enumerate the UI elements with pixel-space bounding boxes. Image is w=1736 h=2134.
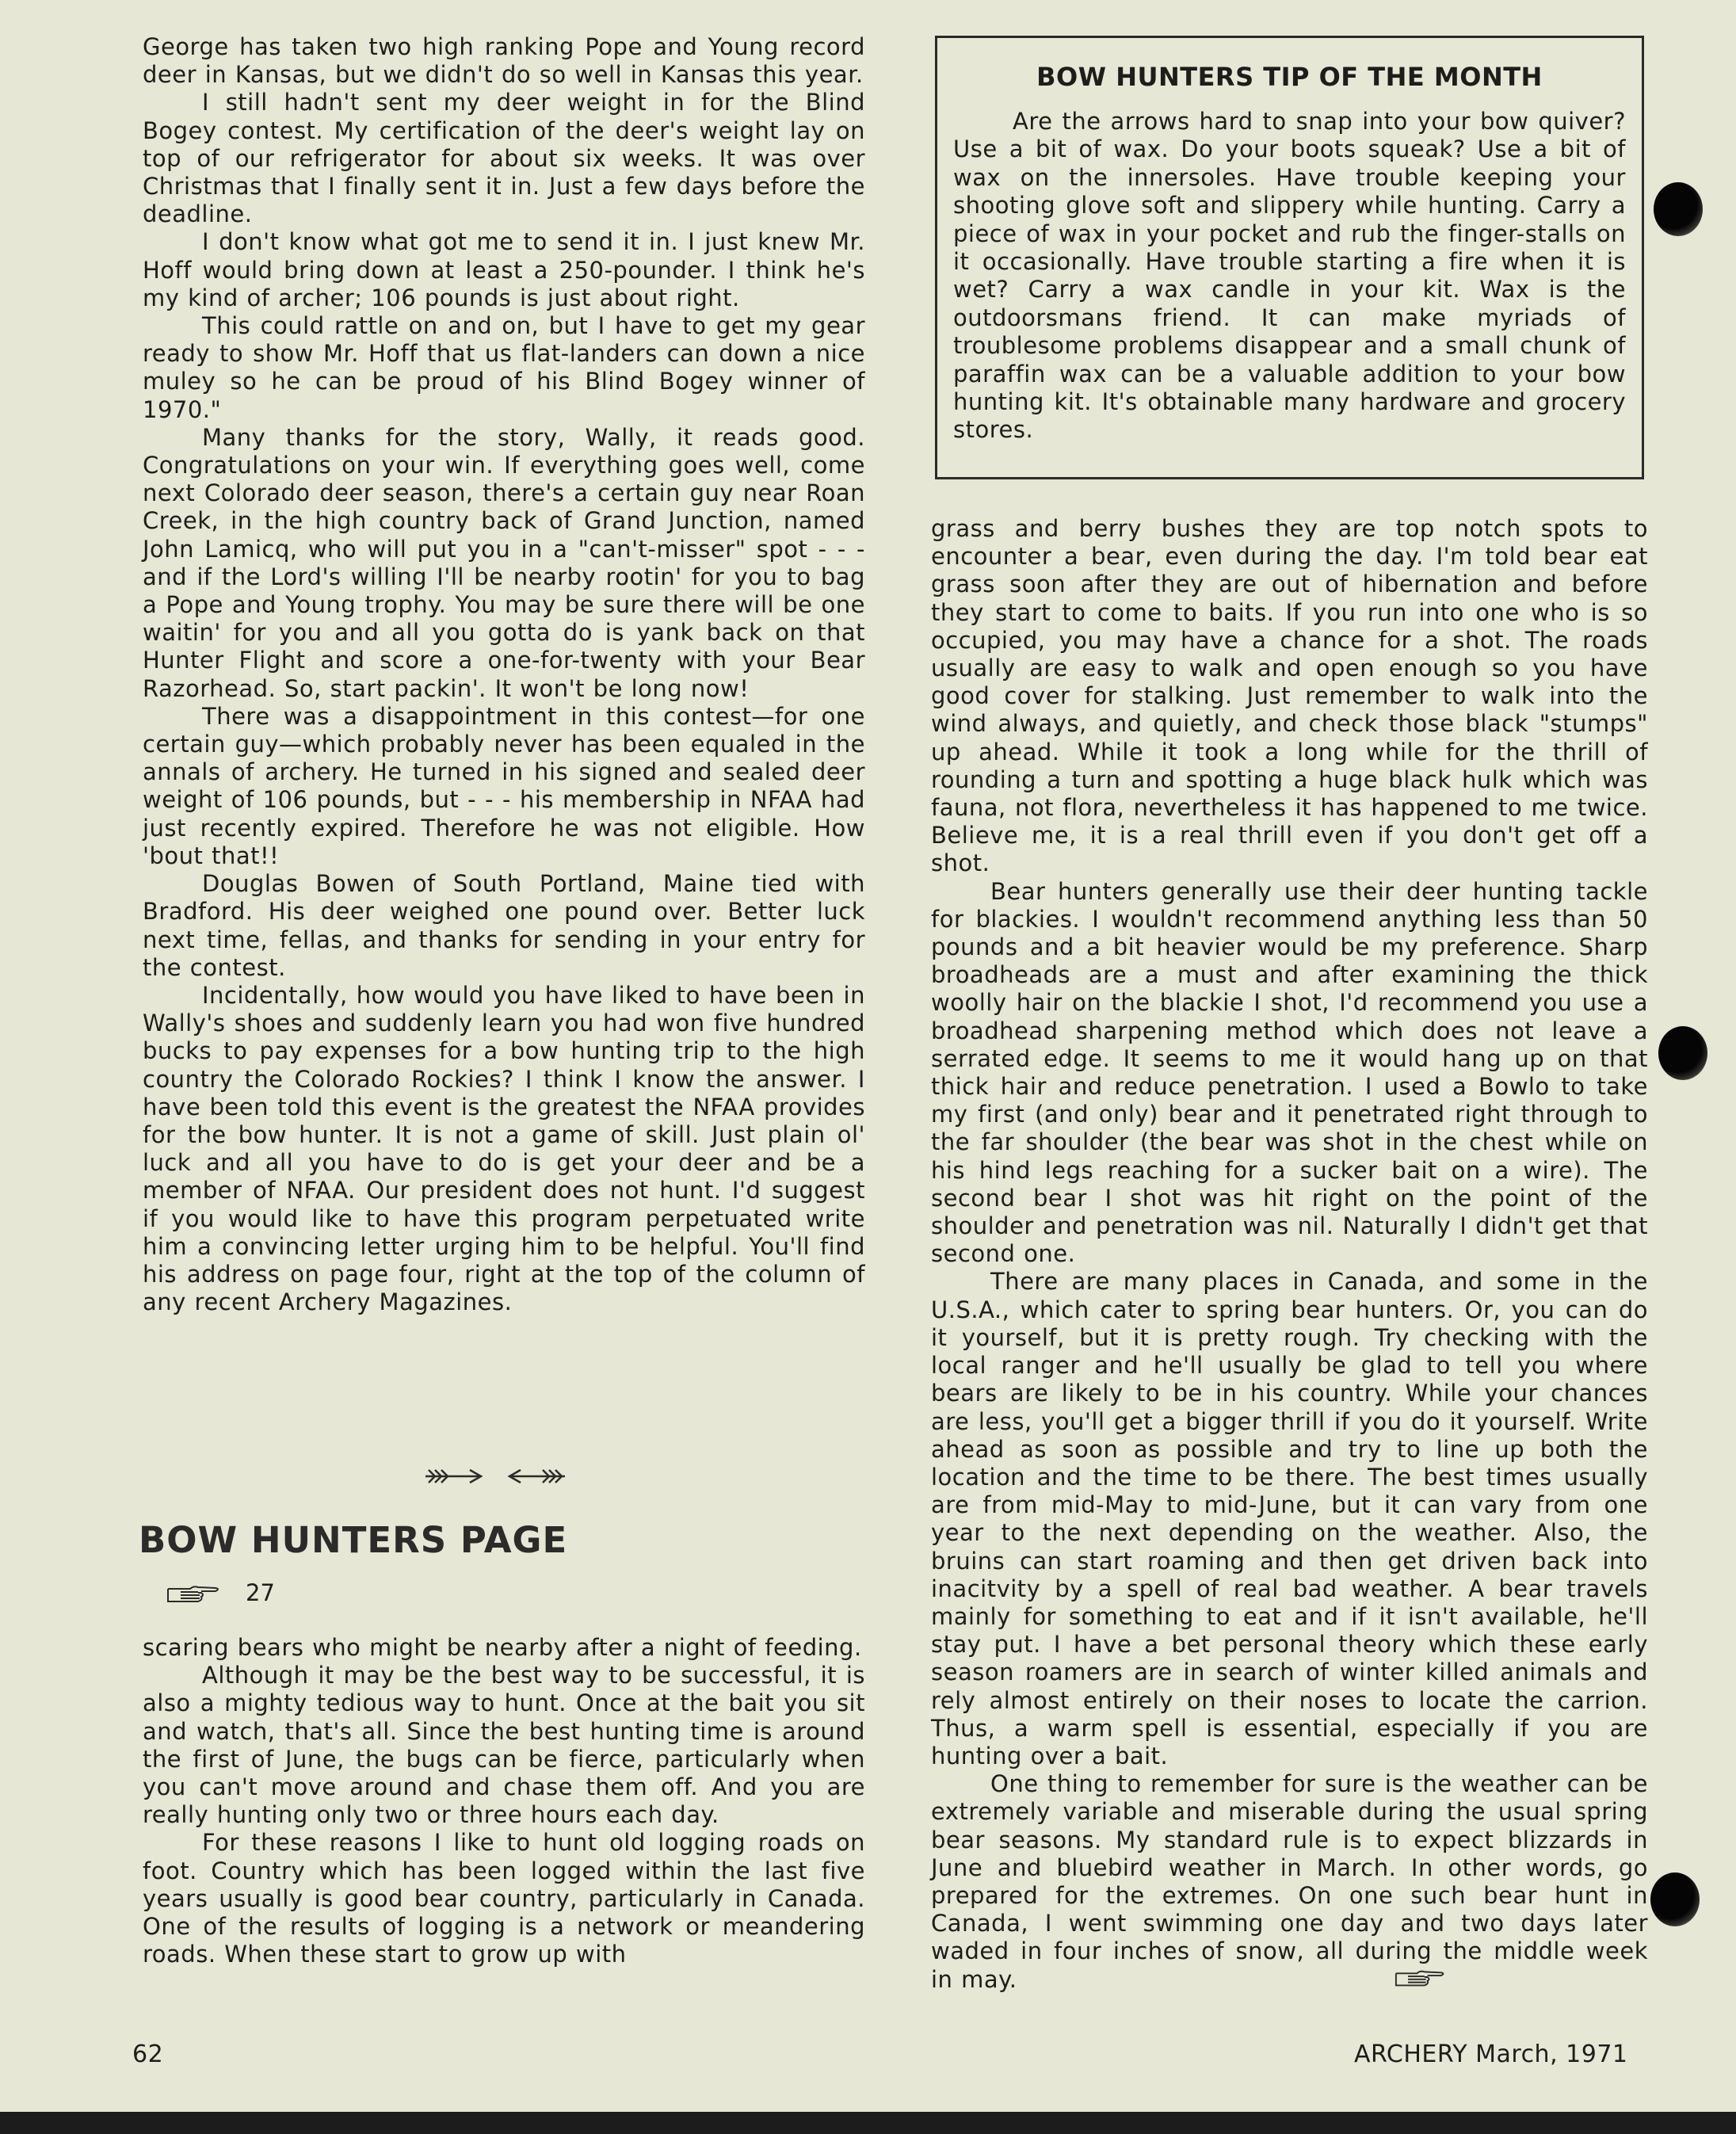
paragraph: Although it may be the best way to be successful, it is also a mighty tedious way to hunt. Once at the bait you sit and watch, that's all. Since the best hunting time is around the first of June, the bugs can be fierce, particularly when you can't move around and chase them off. And you are really hunting only two or three hours each day.	[143, 1662, 865, 1829]
continued-page-number: 27	[246, 1579, 275, 1606]
publication-line: ARCHERY March, 1971	[1354, 2040, 1628, 2068]
continued-from-line	[166, 1579, 275, 1606]
paragraph: For these reasons I like to hunt old logging roads on foot. Country which has been logged within the last five years usually is good bear country, particularly in Canada. One of the results of logging is a network or meandering roads. When these start to grow up with	[143, 1829, 865, 1968]
right-column	[931, 515, 1648, 1994]
pointing-hand-icon	[166, 1581, 225, 1605]
paragraph: This could rattle on and on, but I have to get my gear ready to show Mr. Hoff that us flat-landers can down a nice muley so he can be proud of his Blind Bogey winner of 1970."	[143, 312, 865, 423]
binder-hole-icon	[1654, 182, 1703, 236]
paragraph: One thing to remember for sure is the weather can be extremely variable and miserable during the usual spring bear seasons. My standard rule is to expect blizzards in June and bluebird weather in March. In other words, go prepared for the extremes. On one such bear hunt in Canada, I went swimming one day and two days later waded in four inches of snow, all during the middle week in may.	[931, 1770, 1648, 1993]
section-title: BOW HUNTERS PAGE	[139, 1519, 568, 1561]
pointing-hand-icon	[1395, 1965, 1450, 1989]
paragraph: Incidentally, how would you have liked to have been in Wally's shoes and suddenly learn you had won five hundred bucks to pay expenses for a bow hunting trip to the high country the Colorado Rockies? I think I know the answer. I have been told this event is the greatest the NFAA provides for the bow hunter. It is not a game of skill. Just plain ol' luck and all you have to do is get your deer and be a member of NFAA. Our president does not hunt. I'd suggest if you would like to have this program perpetuated write him a convincing letter urging him to be helpful. You'll find his address on page four, right at the top of the column of any recent Archery Magazines.	[143, 981, 865, 1316]
paragraph: I still hadn't sent my deer weight in for the Blind Bogey contest. My certification of the deer's weight lay on top of our refrigerator for about six weeks. It was over Christmas that I finally sent it in. Just a few days before the deadline.	[143, 89, 865, 228]
paragraph: grass and berry bushes they are top notch spots to encounter a bear, even during the day. I'm told bear eat grass soon after they are out of hibernation and before they start to come to baits. If you run into one who is so occupied, you may have a chance for a shot. The roads usually are easy to walk and open enough so you have good cover for stalking. Just remember to walk into the wind always, and quietly, and check those black "stumps" up ahead. While it took a long while for the thrill of rounding a turn and spotting a huge black hulk which was fauna, not flora, nevertheless it has happened to me twice. Believe me, it is a real thrill even if you don't get off a shot.	[931, 515, 1648, 877]
binder-hole-icon	[1650, 1872, 1700, 1926]
binder-hole-icon	[1658, 1026, 1707, 1080]
left-column-continued	[143, 1634, 865, 1968]
paragraph: Bear hunters generally use their deer hunting tackle for blackies. I wouldn't recommend anything less than 50 pounds and a bit heavier would be my preference. Sharp broadheads are a must and after examining the thick woolly hair on the blackie I shot, I'd recommend you use a broadhead sharpening method which does not leave a serrated edge. It seems to me it would hang up on that thick hair and reduce penetration. I used a Bowlo to take my first (and only) bear and it penetrated right through to the far shoulder (the bear was shot in the chest while on his hind legs reaching for a sucker bait on a wire). The second bear I shot was hit right on the point of the shoulder and penetration was nil. Naturally I didn't get that second one.	[931, 877, 1648, 1268]
paragraph: There was a disappointment in this contest—for one certain guy—which probably never has been equaled in the annals of archery. He turned in his signed and sealed deer weight of 106 pounds, but - - - his membership in NFAA had just recently expired. Therefore he was not eligible. How 'bout that!!	[143, 702, 865, 869]
paragraph: George has taken two high ranking Pope and Young record deer in Kansas, but we didn't do so well in Kansas this year.	[143, 33, 865, 89]
scan-edge	[0, 2112, 1736, 2134]
left-column	[143, 33, 865, 1316]
page-number: 62	[132, 2040, 164, 2068]
paragraph: scaring bears who might be nearby after a night of feeding.	[143, 1634, 862, 1661]
tip-box	[935, 36, 1644, 479]
arrow-divider-icon	[424, 1460, 567, 1492]
paragraph: Many thanks for the story, Wally, it reads good. Congratulations on your win. If everything goes well, come next Colorado deer season, there's a certain guy near Roan Creek, in the high country back of Grand Junction, named John Lamicq, who will put you in a "can't-misser" spot - - - and if the Lord's willing I'll be nearby rootin' for you to bag a Pope and Young trophy. You may be sure there will be one waitin' for you and all you gotta do is yank back on that Hunter Flight and score a one-for-twenty with your Bear Razorhead. So, start packin'. It won't be long now!	[143, 423, 865, 702]
paragraph: Douglas Bowen of South Portland, Maine tied with Bradford. His deer weighed one pound over. Better luck next time, fellas, and thanks for sending in your entry for the contest.	[143, 870, 865, 981]
tip-box-body: Are the arrows hard to snap into your bow quiver? Use a bit of wax. Do your boots squeak? Use a bit of wax on the innersoles. Have trouble keeping your shooting glove soft and slippery while hunting. Carry a piece of wax in your pocket and rub the finger-stalls on it occasionally. Have trouble starting a fire when it is wet? Carry a wax candle in your kit. Wax is the outdoorsmans friend. It can make myriads of troublesome problems disappear and a small chunk of paraffin wax can be a valuable addition to your bow hunting kit. It's obtainable many hardware and grocery stores.	[953, 108, 1626, 444]
tip-box-title: BOW HUNTERS TIP OF THE MONTH	[1036, 62, 1543, 92]
paragraph: I don't know what got me to send it in. I just knew Mr. Hoff would bring down at least a 250-pounder. I think he's my kind of archer; 106 pounds is just about right.	[143, 228, 865, 311]
paragraph: There are many places in Canada, and some in the U.S.A., which cater to spring bear hunters. Or, you can do it yourself, but it is pretty rough. Try checking with the local ranger and he'll usually be glad to tell you where bears are likely to be in his country. While your chances are less, you'll get a bigger thrill if you do it yourself. Write ahead as soon as possible and try to line up both the location and the time to be there. The best times usually are from mid-May to mid-June, but it can vary from one year to the next depending on the weather. Also, the bruins can start roaming and then get driven back into inacitvity by a spell of real bad weather. A bear travels mainly for something to eat and if it isn't available, he'll stay put. I have a bet personal theory which these early season roamers are in search of winter killed animals and rely almost entirely on their noses to locate the carrion. Thus, a warm spell is essential, especially if you are hunting over a bait.	[931, 1268, 1648, 1769]
end-mark	[931, 1965, 1648, 1994]
